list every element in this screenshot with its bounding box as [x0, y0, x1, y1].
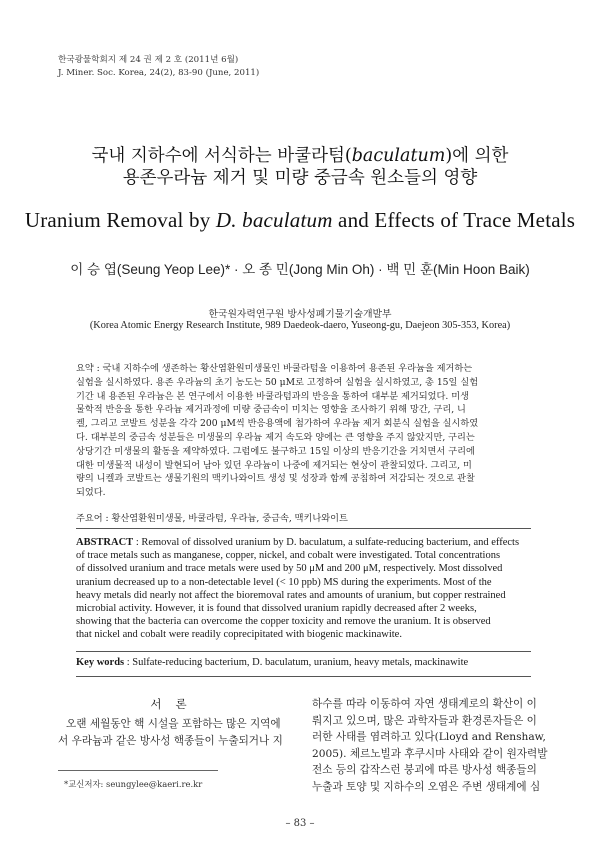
affiliation-korean: 한국원자력연구원 방사성폐기물기술개발부 [208, 309, 392, 320]
title-english-italic: D. baculatum [215, 208, 333, 232]
journal-citation-english: J. Miner. Soc. Korea, 24(2), 83-90 (June, 2011) [58, 68, 260, 78]
body-text-line: 러한 사태를 염려하고 있다(Lloyd and Renshaw, [312, 731, 546, 744]
abstract-english-line: that nickel and cobalt were readily coprecipitated with biogenic mackinawite. [76, 629, 402, 641]
title-korean-italic: baculatum [351, 146, 446, 166]
abstract-korean-line: 다. 대부분의 중금속 성분들은 미생물의 우라늄 제거 속도와 양에는 큰 영향을 주지 않았지만, 구리는 [76, 431, 475, 443]
title-english-part: and Effects of Trace Metals [332, 208, 576, 232]
section-heading-introduction: 서론 [150, 697, 201, 711]
body-text-line: 2005). 체르노빌과 후쿠시마 사태와 같이 원자력발 [312, 747, 548, 760]
title-korean-line1 [0, 145, 600, 168]
divider [76, 651, 531, 652]
footnote-divider [58, 770, 218, 771]
abstract-korean-line: 상당기간 미생물의 활동을 제약하였다. 그럼에도 불구하고 15일 이상의 반응기간을 거치면서 구리에 [76, 445, 475, 457]
author-list: 이 승 엽(Seung Yeop Lee)* · 오 종 민(Jong Min Oh) · 백 민 훈(Min Hoon Baik) [70, 262, 530, 277]
page-number: – 83 – [285, 818, 315, 829]
corresponding-author-footnote: *교신저자: seungylee@kaeri.re.kr [64, 779, 203, 789]
title-english-part: Uranium Removal by [24, 208, 216, 232]
abstract-korean-line: 량의 니켈과 코발트는 생물기원의 맥키나와이트 생성 및 성장과 함께 공침하여 저감되는 것으로 관찰 [76, 473, 475, 485]
title-english [0, 208, 600, 233]
abstract-korean-line: 요약 : 국내 지하수에 생존하는 황산염환원미생물인 바쿨라텀을 이용하여 용존된 우라늄을 제거하는 [76, 363, 473, 374]
abstract-korean-line: 실험을 실시하였다. 용존 우라늄의 초기 농도는 50 μM로 고정하여 실험을 실시하였고, 총 15일 실험 [76, 376, 479, 388]
body-text-line: 누출과 토양 및 지하수의 오염은 주변 생태계에 심 [312, 780, 541, 793]
abstract-english-line: of dissolved uranium and trace metals were used by 50 μM and 200 μM, respectively. Most dissolved [76, 563, 503, 575]
title-korean-part: 국내 지하수에 서식하는 바쿨라텀( [91, 146, 352, 166]
divider [76, 528, 531, 529]
abstract-korean-line: 기간 내 용존된 우라늄은 본 연구에서 이용한 바쿨라텀과의 반응을 통하여 대부분 제거되었다. 미생 [76, 390, 469, 402]
divider [76, 676, 531, 677]
abstract-english-line: microbial activity. However, it is found that dissolved uranium rapidly decreased after 2 weeks, [76, 603, 477, 615]
title-korean-line2: 용존우라늄 제거 및 미량 중금속 원소들의 영향 [122, 168, 478, 188]
abstract-english-line: uranium decreased up to a non-detectable level (< 10 ppb) MS during the experiments. Most of the [76, 576, 492, 588]
body-text-line: 오랜 세월동안 핵 시설을 포함하는 많은 지역에 [66, 718, 281, 730]
abstract-korean-line: 물학적 반응을 통한 우라늄 제거과정에 미량 중금속이 미치는 영향을 조사하기 위해 망간, 구리, 니 [76, 404, 466, 416]
abstract-korean-line: 켈, 그리고 코발트 성분을 각각 200 μM씩 반응용액에 첨가하여 우라늄 제거 회분식 실험을 실시하였 [76, 418, 479, 430]
keywords-english-text: : Sulfate-reducing bacterium, D. baculatum, uranium, heavy metals, mackinawite [126, 657, 469, 668]
body-column-right [312, 696, 547, 796]
abstract-english-text: : Removal of dissolved uranium by D. baculatum, a sulfate-reducing bacterium, and effects [135, 537, 520, 548]
abstract-english-line: heavy metals did nearly not affect the bioremoval rates and amounts of uranium, but copper restrained [76, 589, 506, 601]
abstract-english-line: showing that the bacteria can overcome the copper toxicity and remove the uranium. It is observed [76, 616, 491, 628]
keywords-label: Key words [76, 657, 125, 668]
body-text-line: 하수를 따라 이동하여 자연 생태계로의 확산이 이 [312, 698, 537, 710]
abstract-english [76, 536, 531, 642]
abstract-english-line: of trace metals such as manganese, copper, nickel, and cobalt were investigated. Total concentrations [76, 550, 501, 562]
abstract-english-line [76, 536, 531, 549]
abstract-korean-line: 대한 미생물적 내성이 발현되어 남아 있던 우라늄이 나중에 제거되는 현상이 관찰되었다. 그리고, 미 [76, 459, 472, 471]
abstract-korean-line: 되었다. [76, 487, 106, 499]
affiliation-english: (Korea Atomic Energy Research Institute, 989 Daedeok-daero, Yuseong-gu, Daejeon 305-353, Korea) [89, 320, 511, 331]
abstract-label: ABSTRACT [76, 537, 134, 548]
body-text-line: 서 우라늄과 같은 방사성 핵종들이 누출되거나 지 [58, 734, 283, 747]
journal-citation-korean: 한국광물학회지 제 24 권 제 2 호 (2011년 6월) [58, 55, 239, 65]
body-column-left [58, 716, 293, 749]
abstract-korean [76, 362, 526, 500]
title-korean-part: )에 의한 [445, 146, 509, 166]
keywords-korean: 주요어 : 황산염환원미생물, 바쿨라텀, 우라늄, 중금속, 맥키나와이트 [76, 513, 348, 524]
keywords-english [76, 657, 468, 668]
body-text-line: 뤄지고 있으며, 많은 과학자들과 환경론자들은 이 [312, 714, 537, 727]
body-text-line: 전소 등의 갑작스런 붕괴에 따른 방사성 핵종들의 [312, 764, 537, 777]
